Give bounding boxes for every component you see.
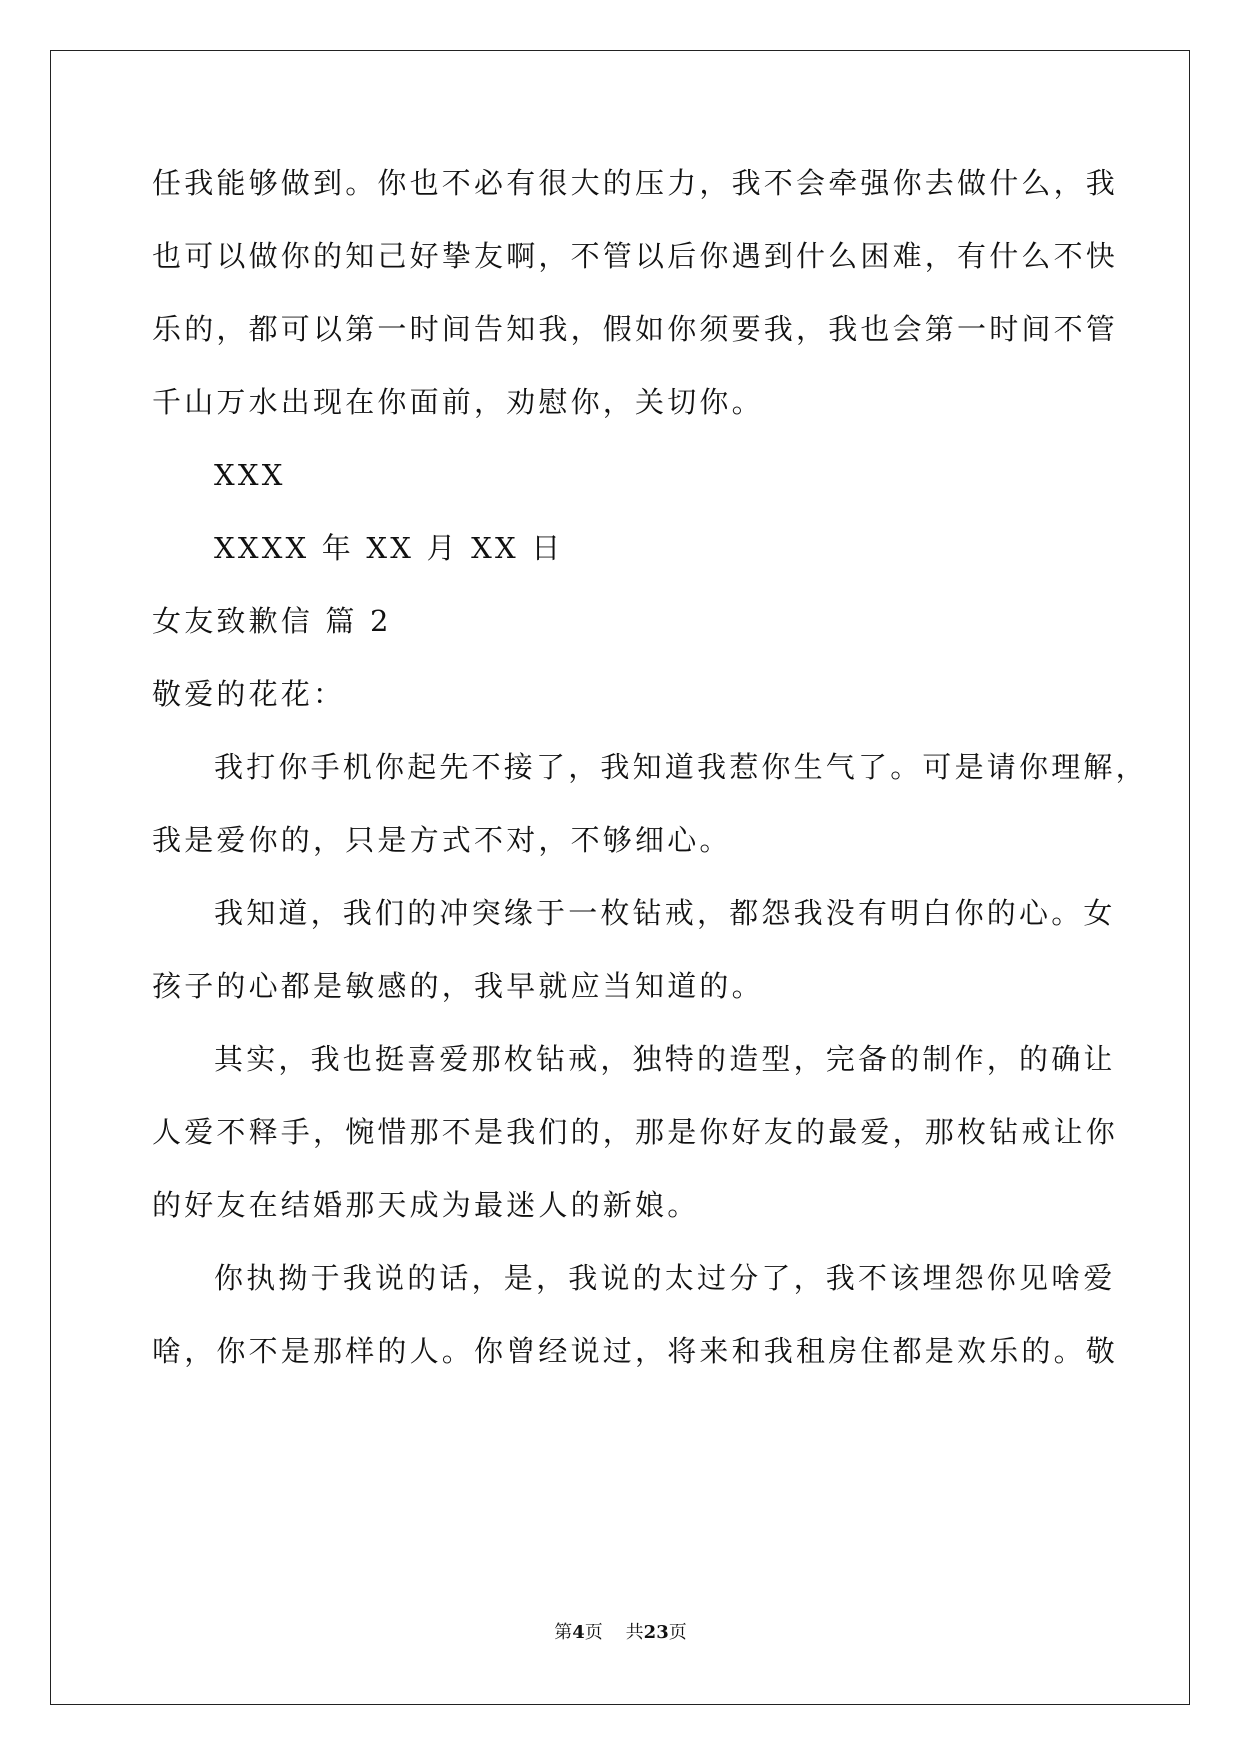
signature-name: XXX [214, 458, 286, 492]
text-line: 啥，你不是那样的人。你曾经说过，将来和我租房住都是欢乐的。敬 [152, 1334, 1119, 1368]
footer-prefix: 第 [554, 1622, 573, 1643]
footer-total-prefix: 共 [625, 1622, 644, 1643]
footer-total-unit: 页 [668, 1622, 687, 1643]
text-line: 孩子的心都是敏感的，我早就应当知道的。 [152, 969, 764, 1003]
page-footer [0, 1618, 1241, 1644]
text-line: 乐的，都可以第一时间告知我，假如你须要我，我也会第一时间不管 [152, 312, 1119, 346]
text-line: 也可以做你的知己好挚友啊，不管以后你遇到什么困难，有什么不快 [152, 239, 1119, 273]
page-border [50, 50, 1190, 1705]
current-page-number: 4 [572, 1622, 585, 1643]
footer-page-unit: 页 [584, 1622, 603, 1643]
section-title: 女友致歉信 篇 2 [152, 604, 392, 638]
total-page-number: 23 [643, 1622, 669, 1643]
text-line: 我是爱你的，只是方式不对，不够细心。 [152, 823, 732, 857]
text-line: 的好友在结婚那天成为最迷人的新娘。 [152, 1188, 700, 1222]
text-line: 千山万水出现在你面前，劝慰你，关切你。 [152, 385, 764, 419]
text-line: 我知道，我们的冲突缘于一枚钻戒，都怨我没有明白你的心。女 [214, 896, 1116, 930]
signature-date: XXXX 年 XX 月 XX 日 [214, 531, 564, 565]
text-line: 你执拗于我说的话，是，我说的太过分了，我不该埋怨你见啥爱 [214, 1261, 1116, 1295]
text-line: 任我能够做到。你也不必有很大的压力，我不会牵强你去做什么，我 [152, 166, 1119, 200]
salutation: 敬爱的花花： [152, 677, 346, 711]
text-line: 其实，我也挺喜爱那枚钻戒，独特的造型，完备的制作，的确让 [214, 1042, 1116, 1076]
text-line: 人爱不释手，惋惜那不是我们的，那是你好友的最爱，那枚钻戒让你 [152, 1115, 1119, 1149]
text-line: 我打你手机你起先不接了，我知道我惹你生气了。可是请你理解， [214, 750, 1148, 784]
